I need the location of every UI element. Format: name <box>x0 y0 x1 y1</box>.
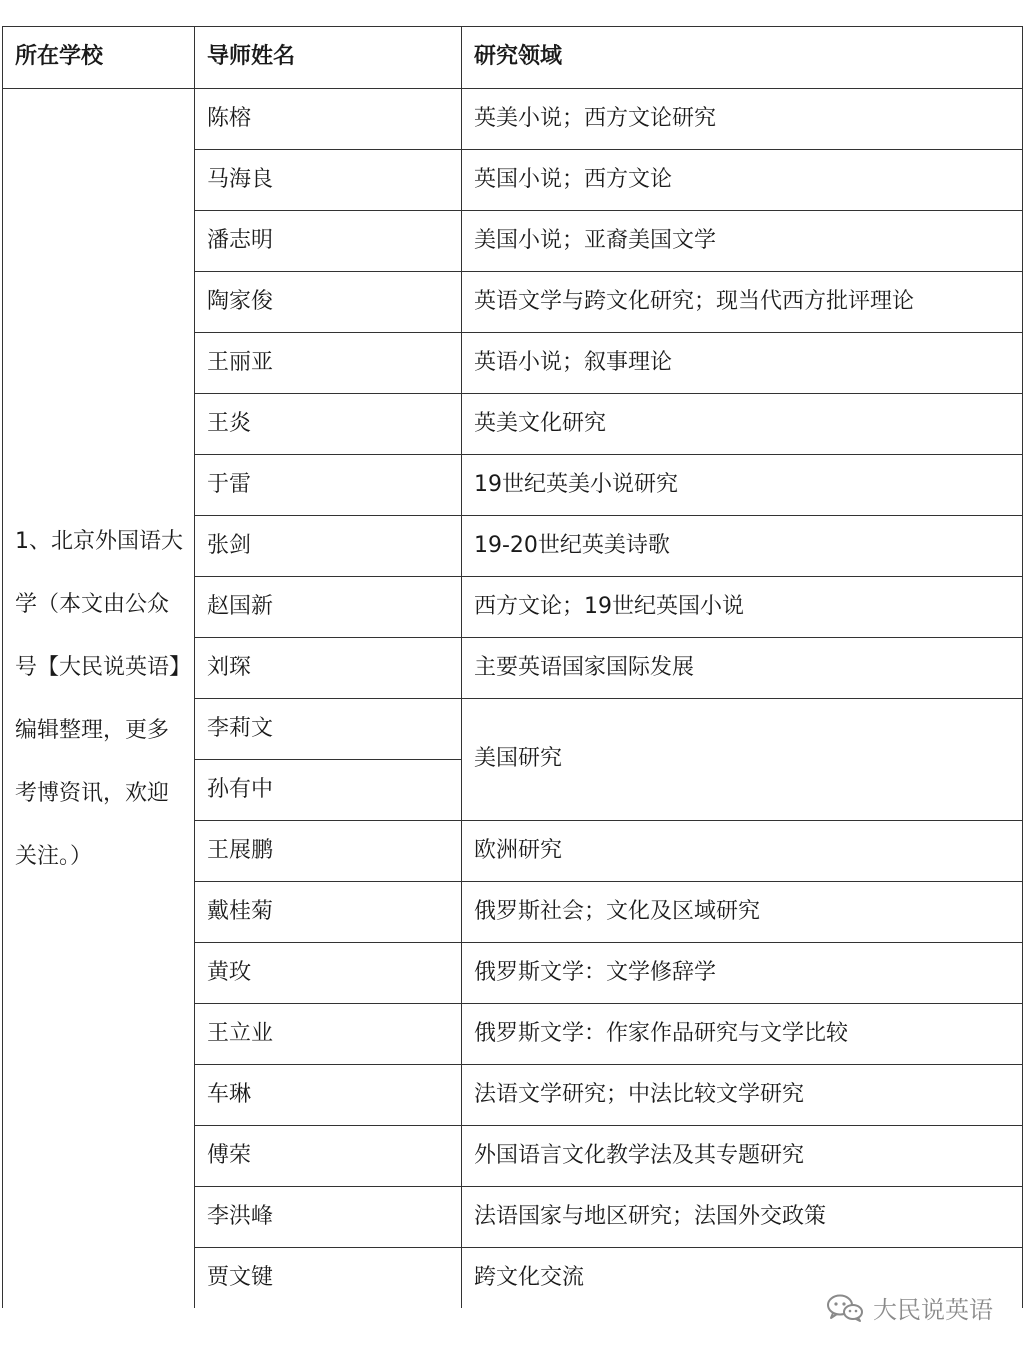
research-field: 跨文化交流 <box>462 1248 1023 1309</box>
advisor-name: 于雷 <box>195 455 462 516</box>
advisor-name: 李洪峰 <box>195 1187 462 1248</box>
advisor-name: 赵国新 <box>195 577 462 638</box>
research-field: 俄罗斯文学：作家作品研究与文学比较 <box>462 1004 1023 1065</box>
advisor-name: 车琳 <box>195 1065 462 1126</box>
advisor-name: 马海良 <box>195 150 462 211</box>
header-school: 所在学校 <box>3 27 195 89</box>
advisor-name: 刘琛 <box>195 638 462 699</box>
header-research-field: 研究领域 <box>462 27 1023 89</box>
advisor-name: 戴桂菊 <box>195 882 462 943</box>
research-field: 俄罗斯社会；文化及区域研究 <box>462 882 1023 943</box>
table-header-row <box>3 27 1023 89</box>
advisor-name: 王丽亚 <box>195 333 462 394</box>
research-field: 法语文学研究；中法比较文学研究 <box>462 1065 1023 1126</box>
research-field: 俄罗斯文学：文学修辞学 <box>462 943 1023 1004</box>
watermark-text: 大民说英语 <box>873 1296 993 1324</box>
research-field: 19世纪英美小说研究 <box>462 455 1023 516</box>
advisor-name: 贾文键 <box>195 1248 462 1309</box>
research-field: 主要英语国家国际发展 <box>462 638 1023 699</box>
advisor-name: 王炎 <box>195 394 462 455</box>
research-field: 法语国家与地区研究；法国外交政策 <box>462 1187 1023 1248</box>
research-field: 西方文论；19世纪英国小说 <box>462 577 1023 638</box>
advisor-name: 王立业 <box>195 1004 462 1065</box>
advisor-name: 孙有中 <box>195 760 462 821</box>
research-field: 英语文学与跨文化研究；现当代西方批评理论 <box>462 272 1023 333</box>
research-field: 外国语言文化教学法及其专题研究 <box>462 1126 1023 1187</box>
research-field: 19-20世纪英美诗歌 <box>462 516 1023 577</box>
advisor-table <box>2 26 1023 1308</box>
watermark <box>825 1290 993 1325</box>
advisor-name: 傅荣 <box>195 1126 462 1187</box>
advisor-name: 潘志明 <box>195 211 462 272</box>
research-field: 美国小说；亚裔美国文学 <box>462 211 1023 272</box>
advisor-name: 张剑 <box>195 516 462 577</box>
advisor-name: 黄玫 <box>195 943 462 1004</box>
advisor-name: 陈榕 <box>195 89 462 150</box>
research-field-merged: 美国研究 <box>462 699 1023 821</box>
school-cell: 1、北京外国语大学（本文由公众号【大民说英语】编辑整理，更多考博资讯，欢迎关注。） <box>3 89 195 1309</box>
research-field: 英国小说；西方文论 <box>462 150 1023 211</box>
research-field: 英语小说；叙事理论 <box>462 333 1023 394</box>
research-field: 欧洲研究 <box>462 821 1023 882</box>
header-advisor-name: 导师姓名 <box>195 27 462 89</box>
advisor-name: 李莉文 <box>195 699 462 760</box>
wechat-icon <box>825 1293 865 1323</box>
advisor-name: 陶家俊 <box>195 272 462 333</box>
table-row <box>3 89 1023 150</box>
research-field: 英美小说；西方文论研究 <box>462 89 1023 150</box>
research-field: 英美文化研究 <box>462 394 1023 455</box>
advisor-name: 王展鹏 <box>195 821 462 882</box>
